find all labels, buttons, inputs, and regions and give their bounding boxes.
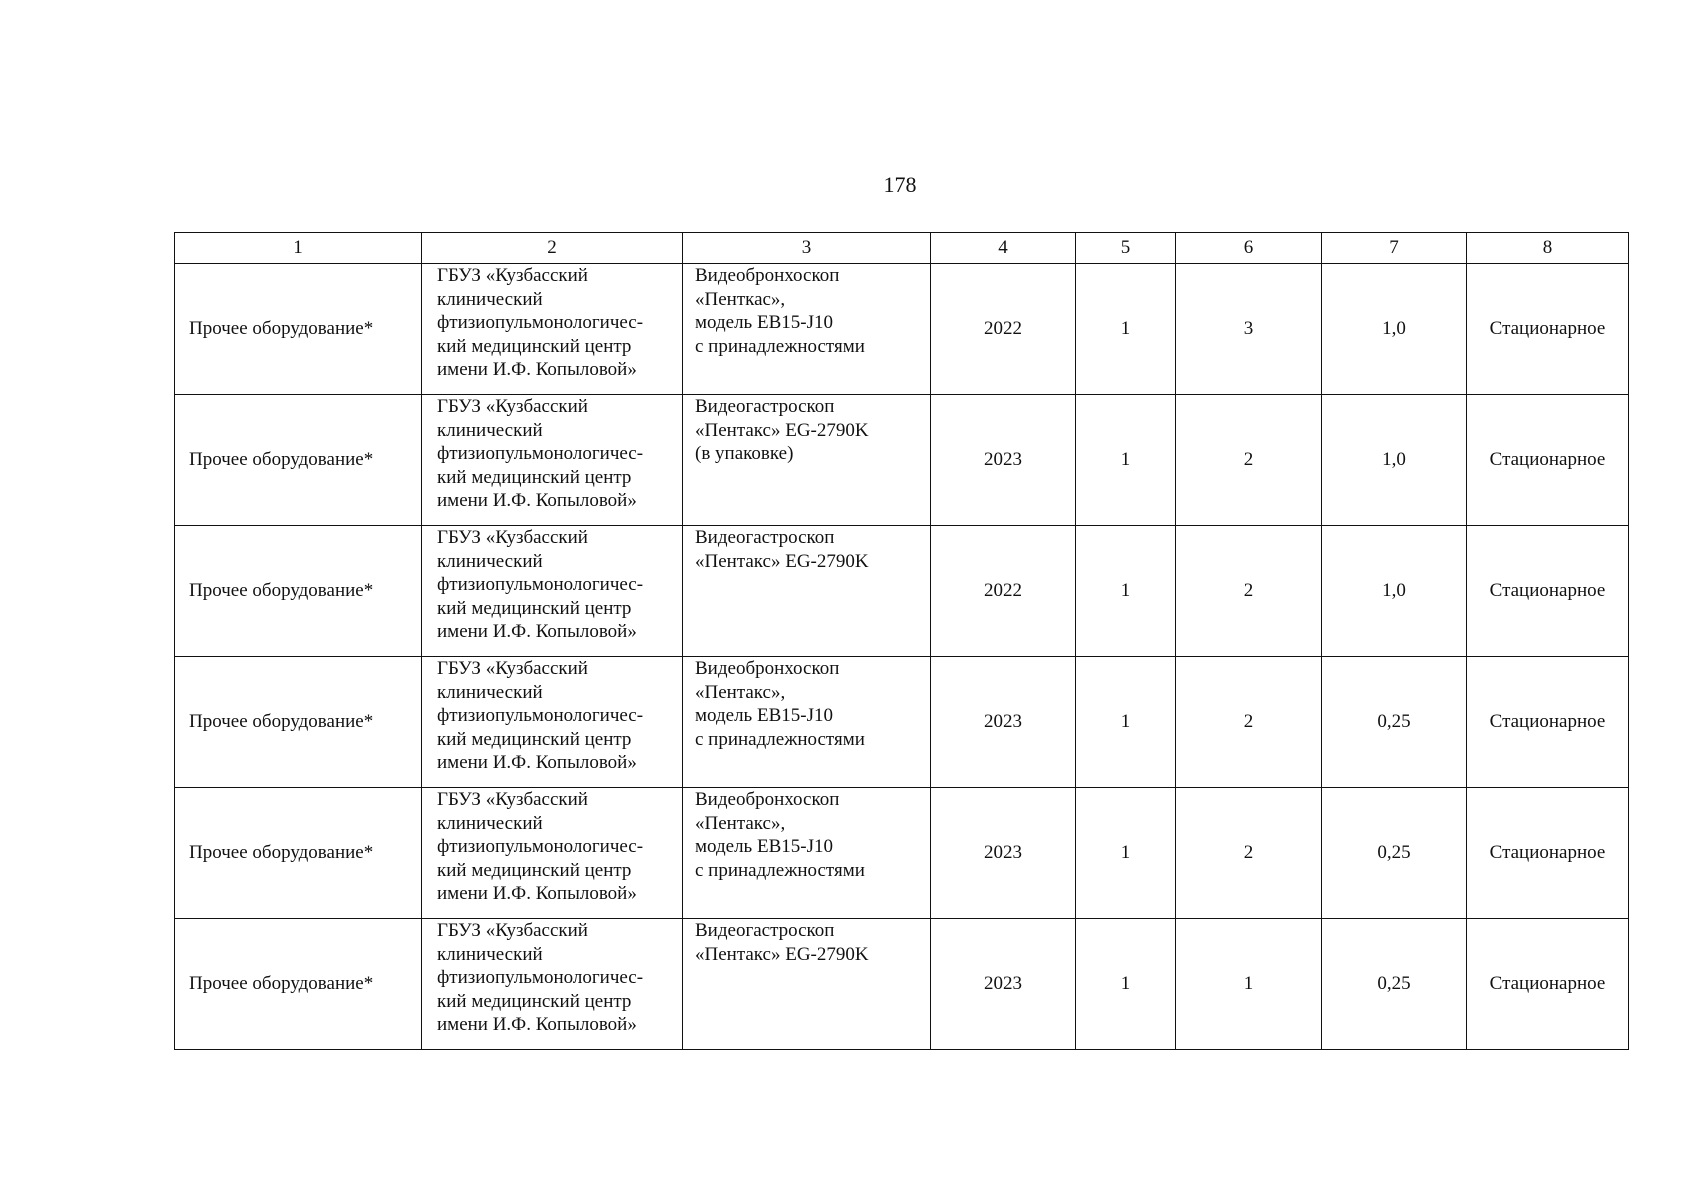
header-cell: 6 bbox=[1176, 233, 1322, 264]
year-cell: 2022 bbox=[931, 526, 1076, 657]
cell-text-line: фтизиопульмонологичес- bbox=[437, 574, 644, 595]
cell-text-line: имени И.Ф. Копыловой» bbox=[437, 490, 637, 511]
table-row bbox=[175, 657, 1629, 788]
header-row bbox=[175, 233, 1629, 264]
cell-text-line: фтизиопульмонологичес- bbox=[437, 312, 644, 333]
placement-cell: Стационарное bbox=[1467, 919, 1629, 1050]
cell-text-line: ГБУЗ «Кузбасский bbox=[437, 396, 588, 417]
cell-text-line: клинический bbox=[437, 550, 543, 572]
cell-text-line: ГБУЗ «Кузбасский bbox=[437, 265, 588, 286]
count-cell: 3 bbox=[1176, 264, 1322, 395]
year-cell: 2023 bbox=[931, 788, 1076, 919]
cell-text-line: ГБУЗ «Кузбасский bbox=[437, 920, 588, 941]
cell-text-line: имени И.Ф. Копыловой» bbox=[437, 1014, 637, 1035]
quantity-cell: 1 bbox=[1076, 657, 1176, 788]
placement-cell: Стационарное bbox=[1467, 264, 1629, 395]
placement-cell: Стационарное bbox=[1467, 788, 1629, 919]
cell-text-line: кий медицинский центр bbox=[437, 335, 632, 357]
rate-cell: 1,0 bbox=[1322, 526, 1467, 657]
cell-text-line: с принадлежностями bbox=[695, 728, 865, 750]
equipment-type-cell: Прочее оборудование* bbox=[175, 526, 422, 657]
equipment-type-cell: Прочее оборудование* bbox=[175, 788, 422, 919]
cell-text-line: «Пентакс» EG-2790K bbox=[695, 550, 869, 572]
equipment-table bbox=[174, 232, 1629, 1050]
cell-text-line: кий медицинский центр bbox=[437, 728, 632, 750]
cell-text-line: модель ЕВ15-J10 bbox=[695, 705, 833, 726]
cell-text-line: клинический bbox=[437, 288, 543, 310]
page-number: 178 bbox=[883, 172, 917, 197]
cell-text-line: клинический bbox=[437, 812, 543, 834]
rate-cell: 1,0 bbox=[1322, 395, 1467, 526]
header-cell: 5 bbox=[1076, 233, 1176, 264]
cell-text-line: с принадлежностями bbox=[695, 335, 865, 357]
count-cell: 2 bbox=[1176, 657, 1322, 788]
year-cell: 2023 bbox=[931, 657, 1076, 788]
table-row bbox=[175, 395, 1629, 526]
year-cell: 2023 bbox=[931, 395, 1076, 526]
equipment-type-cell: Прочее оборудование* bbox=[175, 264, 422, 395]
cell-text-line: клинический bbox=[437, 419, 543, 441]
cell-text-line: модель ЕВ15-J10 bbox=[695, 836, 833, 857]
cell-text-line: кий медицинский центр bbox=[437, 859, 632, 881]
table-row bbox=[175, 788, 1629, 919]
year-cell: 2023 bbox=[931, 919, 1076, 1050]
equipment-type-cell: Прочее оборудование* bbox=[175, 919, 422, 1050]
placement-cell: Стационарное bbox=[1467, 657, 1629, 788]
cell-text-line: имени И.Ф. Копыловой» bbox=[437, 752, 637, 773]
quantity-cell: 1 bbox=[1076, 919, 1176, 1050]
equipment-name-cell bbox=[683, 395, 931, 526]
cell-text-line: Видеобронхоскоп bbox=[695, 658, 840, 679]
equipment-name-cell bbox=[683, 919, 931, 1050]
cell-text-line: модель ЕВ15-J10 bbox=[695, 312, 833, 333]
table-row bbox=[175, 526, 1629, 657]
cell-text-line: фтизиопульмонологичес- bbox=[437, 836, 644, 857]
cell-text-line: фтизиопульмонологичес- bbox=[437, 967, 644, 988]
institution-cell bbox=[422, 788, 683, 919]
rate-cell: 1,0 bbox=[1322, 264, 1467, 395]
year-cell: 2022 bbox=[931, 264, 1076, 395]
equipment-name-cell bbox=[683, 657, 931, 788]
cell-text-line: с принадлежностями bbox=[695, 859, 865, 881]
cell-text-line: клинический bbox=[437, 943, 543, 965]
cell-text-line: «Пентакс», bbox=[695, 812, 786, 834]
cell-text-line: Видеобронхоскоп bbox=[695, 789, 840, 810]
quantity-cell: 1 bbox=[1076, 788, 1176, 919]
cell-text-line: Видеогастроскоп bbox=[695, 396, 835, 417]
cell-text-line: клинический bbox=[437, 681, 543, 703]
institution-cell bbox=[422, 657, 683, 788]
header-cell: 1 bbox=[175, 233, 422, 264]
cell-text-line: имени И.Ф. Копыловой» bbox=[437, 883, 637, 904]
cell-text-line: кий медицинский центр bbox=[437, 597, 632, 619]
institution-cell bbox=[422, 919, 683, 1050]
placement-cell: Стационарное bbox=[1467, 526, 1629, 657]
cell-text-line: ГБУЗ «Кузбасский bbox=[437, 527, 588, 548]
quantity-cell: 1 bbox=[1076, 395, 1176, 526]
quantity-cell: 1 bbox=[1076, 264, 1176, 395]
header-cell: 2 bbox=[422, 233, 683, 264]
count-cell: 2 bbox=[1176, 526, 1322, 657]
institution-cell bbox=[422, 264, 683, 395]
table-row bbox=[175, 919, 1629, 1050]
cell-text-line: Видеобронхоскоп bbox=[695, 265, 840, 286]
count-cell: 1 bbox=[1176, 919, 1322, 1050]
rate-cell: 0,25 bbox=[1322, 657, 1467, 788]
institution-cell bbox=[422, 395, 683, 526]
cell-text-line: имени И.Ф. Копыловой» bbox=[437, 359, 637, 380]
cell-text-line: фтизиопульмонологичес- bbox=[437, 443, 644, 464]
header-cell: 4 bbox=[931, 233, 1076, 264]
equipment-name-cell bbox=[683, 526, 931, 657]
count-cell: 2 bbox=[1176, 788, 1322, 919]
header-cell: 7 bbox=[1322, 233, 1467, 264]
cell-text-line: ГБУЗ «Кузбасский bbox=[437, 789, 588, 810]
cell-text-line: ГБУЗ «Кузбасский bbox=[437, 658, 588, 679]
cell-text-line: Видеогастроскоп bbox=[695, 527, 835, 548]
cell-text-line: имени И.Ф. Копыловой» bbox=[437, 621, 637, 642]
equipment-name-cell bbox=[683, 788, 931, 919]
cell-text-line: «Пентакс», bbox=[695, 681, 786, 703]
header-cell: 3 bbox=[683, 233, 931, 264]
cell-text-line: «Пентакс» EG-2790K bbox=[695, 419, 869, 441]
quantity-cell: 1 bbox=[1076, 526, 1176, 657]
rate-cell: 0,25 bbox=[1322, 919, 1467, 1050]
cell-text-line: кий медицинский центр bbox=[437, 466, 632, 488]
equipment-name-cell bbox=[683, 264, 931, 395]
count-cell: 2 bbox=[1176, 395, 1322, 526]
header-cell: 8 bbox=[1467, 233, 1629, 264]
table-row bbox=[175, 264, 1629, 395]
equipment-type-cell: Прочее оборудование* bbox=[175, 395, 422, 526]
cell-text-line: «Пенткас», bbox=[695, 288, 786, 310]
cell-text-line: (в упаковке) bbox=[695, 443, 794, 464]
rate-cell: 0,25 bbox=[1322, 788, 1467, 919]
cell-text-line: фтизиопульмонологичес- bbox=[437, 705, 644, 726]
cell-text-line: кий медицинский центр bbox=[437, 990, 632, 1012]
institution-cell bbox=[422, 526, 683, 657]
equipment-type-cell: Прочее оборудование* bbox=[175, 657, 422, 788]
cell-text-line: Видеогастроскоп bbox=[695, 920, 835, 941]
cell-text-line: «Пентакс» EG-2790K bbox=[695, 943, 869, 965]
table-body bbox=[175, 264, 1629, 1050]
placement-cell: Стационарное bbox=[1467, 395, 1629, 526]
